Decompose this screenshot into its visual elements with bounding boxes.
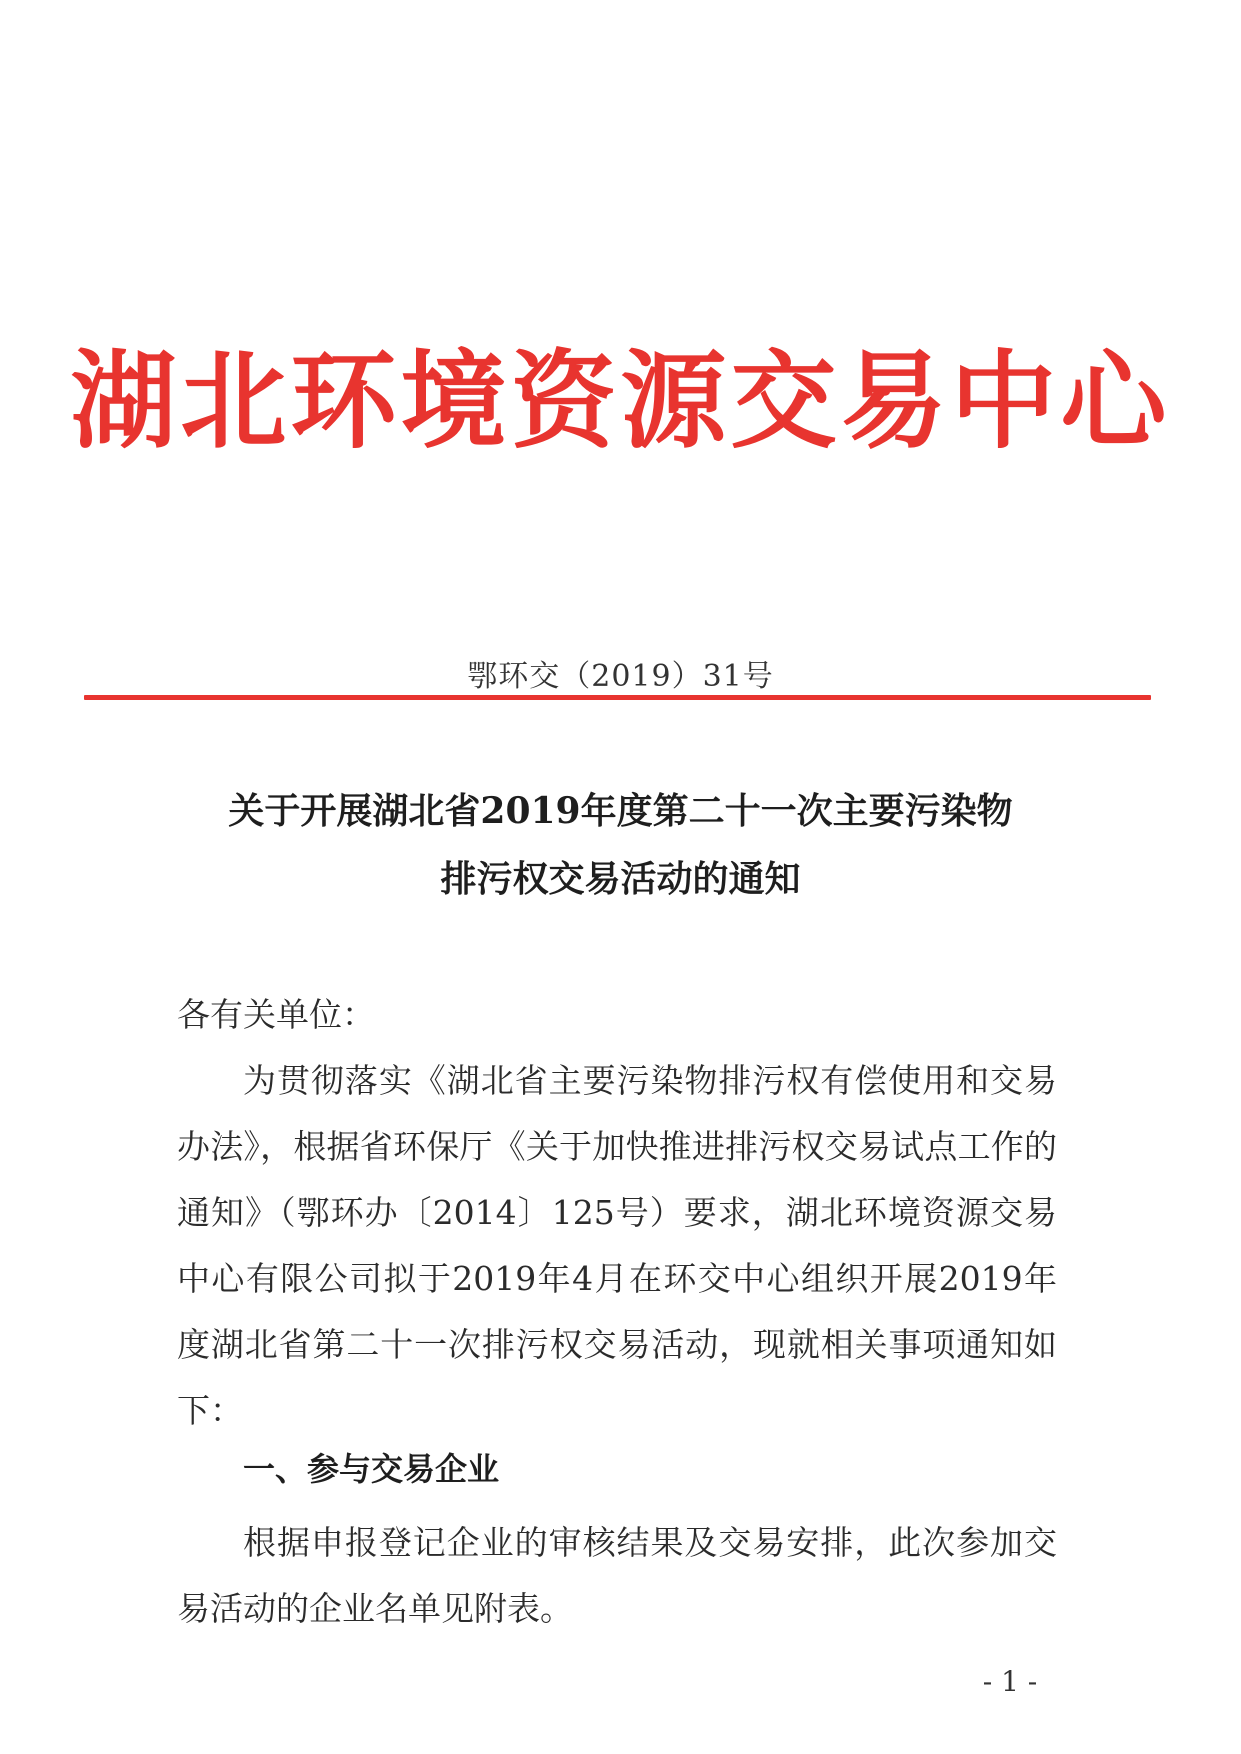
- page-number: - 1 -: [982, 1665, 1038, 1698]
- body-paragraph-2: 根据申报登记企业的审核结果及交易安排，此次参加交易活动的企业名单见附表。: [177, 1523, 1057, 1628]
- document-number: 鄂环交（2019）31号: [467, 659, 774, 694]
- organization-letterhead: 湖北环境资源交易中心: [70, 338, 1171, 463]
- document-title-line-1: 关于开展湖北省2019年度第二十一次主要污染物: [228, 790, 1013, 832]
- header-divider: [84, 695, 1151, 700]
- section-heading-1: 一、参与交易企业: [243, 1450, 500, 1488]
- document-title-line-2: 排污权交易活动的通知: [440, 858, 801, 900]
- body-paragraph-1: 为贯彻落实《湖北省主要污染物排污权有偿使用和交易办法》，根据省环保厅《关于加快推进排污权交易试点工作的通知》（鄂环办〔2014〕125号）要求，湖北环境资源交易中心有限公司拟于2019年4月在环交中心组织开展2019年度湖北省第二十一次排污权交易活动，现就相关事项通知如下：: [177, 1061, 1057, 1430]
- salutation: 各有关单位：: [177, 995, 375, 1034]
